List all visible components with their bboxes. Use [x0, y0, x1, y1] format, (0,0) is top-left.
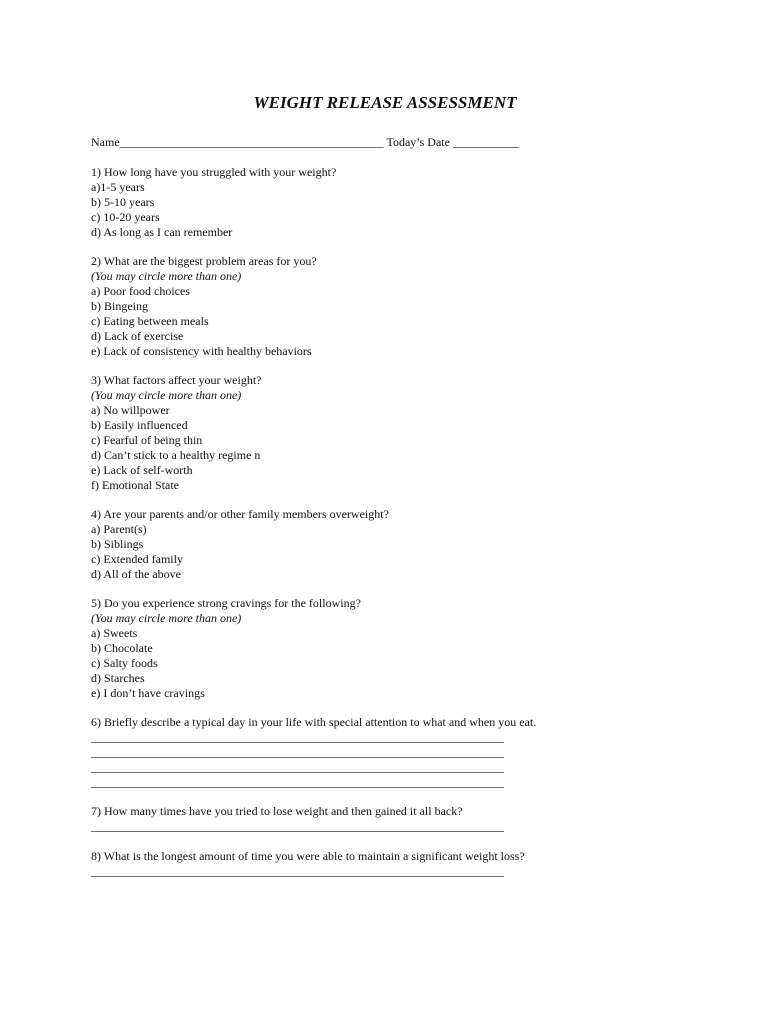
- page-title: WEIGHT RELEASE ASSESSMENT: [253, 93, 517, 112]
- option-d[interactable]: d) Lack of exercise: [91, 329, 184, 343]
- option-d[interactable]: d) As long as I can remember: [91, 225, 233, 239]
- question-3: [91, 373, 691, 493]
- option-a[interactable]: a) No willpower: [91, 403, 170, 417]
- question-text: 8) What is the longest amount of time you were able to maintain a significant weight loss?: [91, 849, 525, 863]
- name-field[interactable]: ____________________________________________: [119, 135, 384, 149]
- option-a[interactable]: a) Parent(s): [91, 522, 147, 536]
- question-7: [91, 804, 691, 834]
- date-field[interactable]: ___________: [452, 135, 519, 149]
- option-c[interactable]: c) Salty foods: [91, 656, 158, 670]
- question-note: (You may circle more than one): [91, 611, 242, 625]
- question-text: 2) What are the biggest problem areas for you?: [91, 254, 317, 268]
- question-text: 6) Briefly describe a typical day in your life with special attention to what and when you eat.: [91, 715, 537, 729]
- question-note: (You may circle more than one): [91, 388, 242, 402]
- question-text: 4) Are your parents and/or other family members overweight?: [91, 507, 389, 521]
- option-e[interactable]: e) Lack of consistency with healthy behaviors: [91, 344, 312, 358]
- question-note: (You may circle more than one): [91, 269, 242, 283]
- answer-line[interactable]: ___________________________________________________________________________: [91, 864, 504, 878]
- question-text: 7) How many times have you tried to lose weight and then gained it all back?: [91, 804, 463, 818]
- answer-line[interactable]: ___________________________________________________________________________: [91, 730, 504, 744]
- option-e[interactable]: e) Lack of self-worth: [91, 463, 193, 477]
- question-2: [91, 254, 691, 359]
- name-date-row: [91, 135, 519, 150]
- option-a[interactable]: a) Poor food choices: [91, 284, 190, 298]
- option-b[interactable]: b) Siblings: [91, 537, 144, 551]
- option-c[interactable]: c) Fearful of being thin: [91, 433, 203, 447]
- question-1: [91, 165, 691, 240]
- question-8: [91, 849, 691, 879]
- option-b[interactable]: b) 5-10 years: [91, 195, 155, 209]
- answer-line[interactable]: ___________________________________________________________________________: [91, 745, 504, 759]
- answer-line[interactable]: ___________________________________________________________________________: [91, 775, 504, 789]
- option-d[interactable]: d) Can’t stick to a healthy regime n: [91, 448, 261, 462]
- answer-line[interactable]: ___________________________________________________________________________: [91, 760, 504, 774]
- answer-line[interactable]: ___________________________________________________________________________: [91, 819, 504, 833]
- question-text: 1) How long have you struggled with your weight?: [91, 165, 337, 179]
- option-c[interactable]: c) Eating between meals: [91, 314, 209, 328]
- date-label: Today’s Date: [386, 135, 450, 149]
- option-d[interactable]: d) Starches: [91, 671, 145, 685]
- question-text: 5) Do you experience strong cravings for the following?: [91, 596, 361, 610]
- option-e[interactable]: e) I don’t have cravings: [91, 686, 205, 700]
- question-6: [91, 715, 691, 790]
- question-4: [91, 507, 691, 582]
- name-label: Name: [91, 135, 120, 149]
- option-a[interactable]: a) Sweets: [91, 626, 138, 640]
- option-b[interactable]: b) Easily influenced: [91, 418, 188, 432]
- option-b[interactable]: b) Chocolate: [91, 641, 153, 655]
- option-c[interactable]: c) 10-20 years: [91, 210, 160, 224]
- option-a[interactable]: a)1-5 years: [91, 180, 145, 194]
- question-5: [91, 596, 691, 701]
- question-text: 3) What factors affect your weight?: [91, 373, 262, 387]
- option-d[interactable]: d) All of the above: [91, 567, 181, 581]
- option-c[interactable]: c) Extended family: [91, 552, 183, 566]
- option-b[interactable]: b) Bingeing: [91, 299, 148, 313]
- option-f[interactable]: f) Emotional State: [91, 478, 179, 492]
